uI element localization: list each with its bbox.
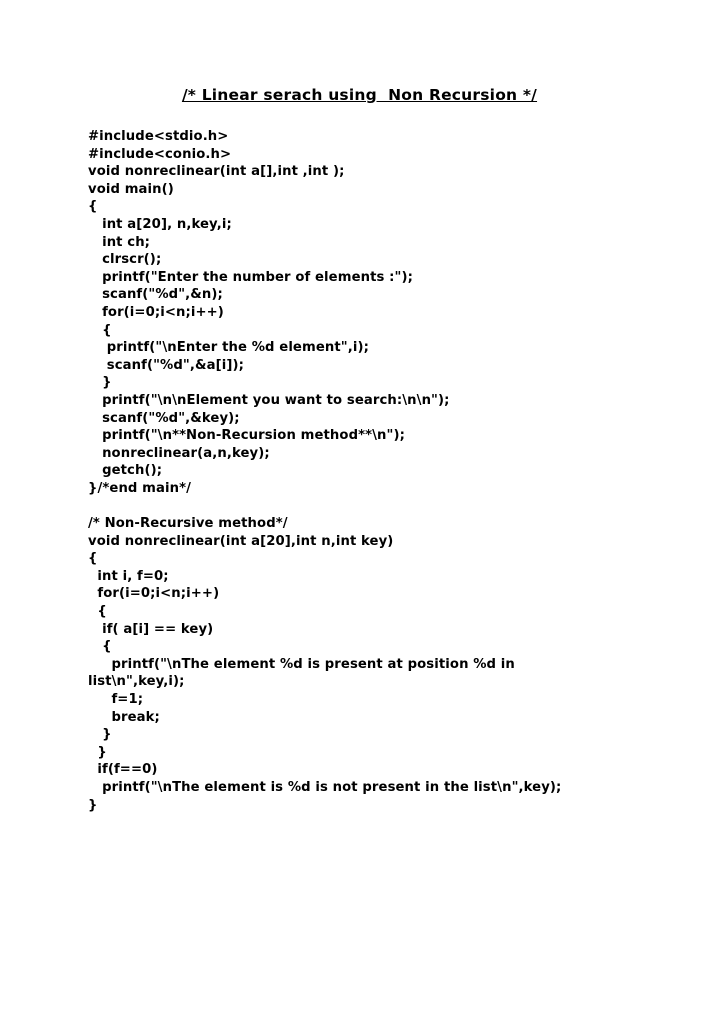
code-line: /* Non-Recursive method*/ [88, 516, 288, 532]
code-line: #include<stdio.h> [88, 129, 229, 144]
code-line: void main() [88, 181, 174, 197]
code-line: void nonreclinear(int a[20],int n,int key) [88, 533, 394, 549]
code-line: printf("Enter the number of elements :"); [88, 269, 413, 285]
code-line: #include<conio.h> [88, 146, 232, 162]
code-line: { [88, 551, 98, 567]
code-line: scanf("%d",&a[i]); [88, 357, 244, 373]
code-line: { [88, 199, 98, 215]
code-listing [88, 128, 708, 814]
code-line: nonreclinear(a,n,key); [88, 445, 270, 461]
code-line [88, 497, 708, 515]
code-line: printf("\nThe element is %d is not present in the list\n",key); [88, 779, 562, 795]
code-line: break; [88, 709, 160, 725]
code-line: } [88, 744, 107, 760]
code-line: printf("\n**Non-Recursion method**\n"); [88, 428, 405, 444]
code-line: } [88, 727, 112, 743]
code-line: { [88, 322, 112, 338]
code-line: printf("\nThe element %d is present at position %d in [88, 656, 515, 672]
code-line: int a[20], n,key,i; [88, 216, 232, 232]
code-line: } [88, 375, 112, 391]
code-line: scanf("%d",&n); [88, 287, 223, 303]
code-line: printf("\nEnter the %d element",i); [88, 340, 369, 356]
code-line: { [88, 604, 107, 620]
code-line: f=1; [88, 692, 144, 707]
code-line: if(f==0) [88, 762, 158, 778]
code-line: scanf("%d",&key); [88, 410, 240, 426]
code-line: list\n",key,i); [88, 674, 185, 690]
code-line: { [88, 639, 112, 655]
code-line: int i, f=0; [88, 568, 169, 584]
code-line: void nonreclinear(int a[],int ,int ); [88, 164, 345, 180]
code-line: clrscr(); [88, 252, 162, 268]
document-title: /* Linear serach using Non Recursion */ [181, 86, 538, 104]
code-line: int ch; [88, 234, 151, 250]
code-line: getch(); [88, 463, 163, 479]
code-line: for(i=0;i<n;i++) [88, 304, 224, 320]
code-line: for(i=0;i<n;i++) [88, 586, 220, 602]
code-line: }/*end main*/ [88, 480, 192, 496]
code-line: printf("\n\nElement you want to search:\n\n"); [88, 392, 450, 408]
code-line: } [88, 797, 98, 813]
code-line: if( a[i] == key) [88, 621, 214, 637]
